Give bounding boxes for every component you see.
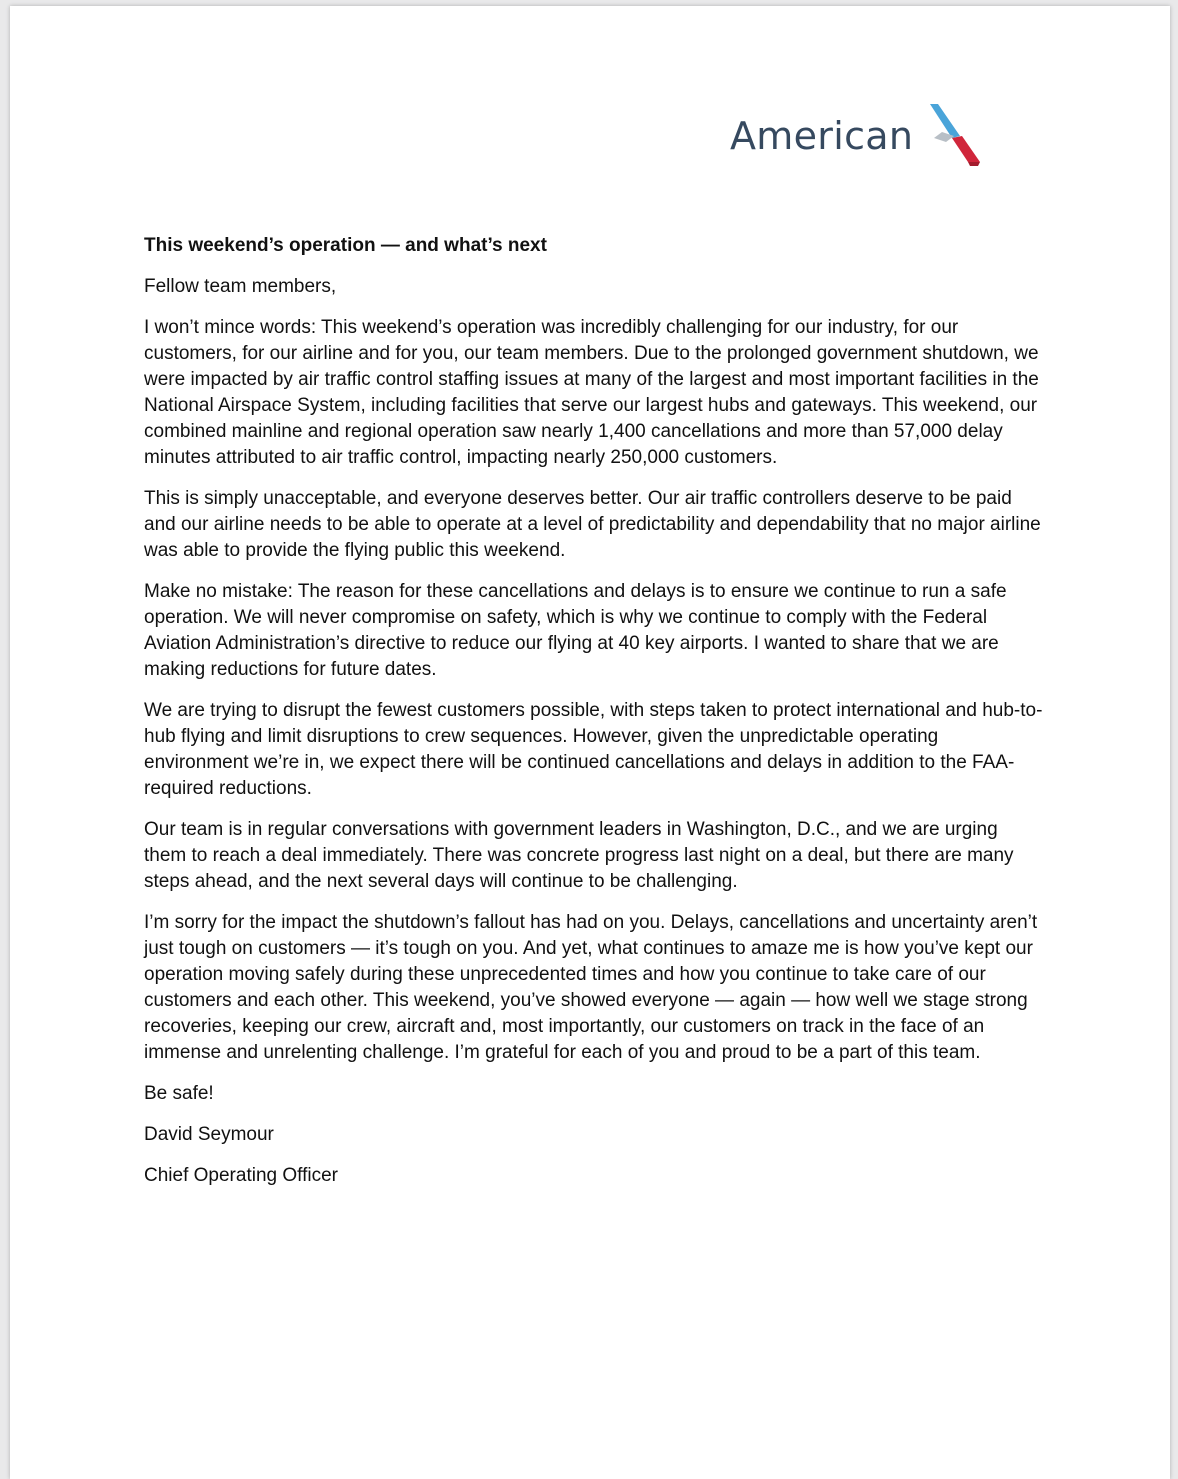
flight-symbol-blue-stripe <box>930 104 960 138</box>
salutation: Fellow team members, <box>144 276 337 297</box>
letter-page <box>10 6 1170 1479</box>
paragraph-6: I’m sorry for the impact the shutdown’s fallout has had on you. Delays, cancellations and uncertainty aren’t just tough on customers — it’s tough on you. And yet, what continues to amaze me is how you’ve kept our operation moving safely during these unprecedented times and how you continue to take care of our customers and each other. This weekend, you’ve showed everyone — again — how well we stage strong recoveries, keeping our crew, aircraft and, most importantly, our customers on track in the face of an immense and unrelenting challenge. I’m grateful for each of you and proud to be a part of this team. <box>144 912 1038 1063</box>
flight-symbol-icon <box>916 102 982 168</box>
flight-symbol-red-edge <box>968 162 980 166</box>
letter-body <box>144 233 1044 1204</box>
letter-title: This weekend’s operation — and what’s next <box>144 235 547 256</box>
signature-title: Chief Operating Officer <box>144 1165 338 1186</box>
paragraph-2: This is simply unacceptable, and everyone deserves better. Our air traffic controllers deserve to be paid and our airline needs to be able to operate at a level of predictability and dependability that no major airline was able to provide the flying public this weekend. <box>144 488 1041 561</box>
logo-wordmark: American <box>730 114 914 158</box>
flight-symbol-red-stripe <box>952 136 980 162</box>
paragraph-1: I won’t mince words: This weekend’s operation was incredibly challenging for our industry, for our customers, for our airline and for you, our team members. Due to the prolonged government shutdown, we were impacted by air traffic control staffing issues at many of the largest and most important facilities in the National Airspace System, including facilities that serve our largest hubs and gateways. This weekend, our combined mainline and regional operation saw nearly 1,400 cancellations and more than 57,000 delay minutes attributed to air traffic control, impacting nearly 250,000 customers. <box>144 317 1039 468</box>
paragraph-5: Our team is in regular conversations with government leaders in Washington, D.C., and we are urging them to reach a deal immediately. There was concrete progress last night on a deal, but there are many steps ahead, and the next several days will continue to be challenging. <box>144 819 1014 892</box>
paragraph-4: We are trying to disrupt the fewest customers possible, with steps taken to protect international and hub-to-hub flying and limit disruptions to crew sequences. However, given the unpredictable operating environment we’re in, we expect there will be continued cancellations and delays in addition to the FAA-required reductions. <box>144 700 1043 799</box>
american-airlines-logo <box>730 102 990 174</box>
signature-name: David Seymour <box>144 1124 274 1145</box>
closing: Be safe! <box>144 1083 214 1104</box>
paragraph-3: Make no mistake: The reason for these cancellations and delays is to ensure we continue to run a safe operation. We will never compromise on safety, which is why we continue to comply with the Federal Aviation Administration’s directive to reduce our flying at 40 key airports. I wanted to share that we are making reductions for future dates. <box>144 581 1007 680</box>
